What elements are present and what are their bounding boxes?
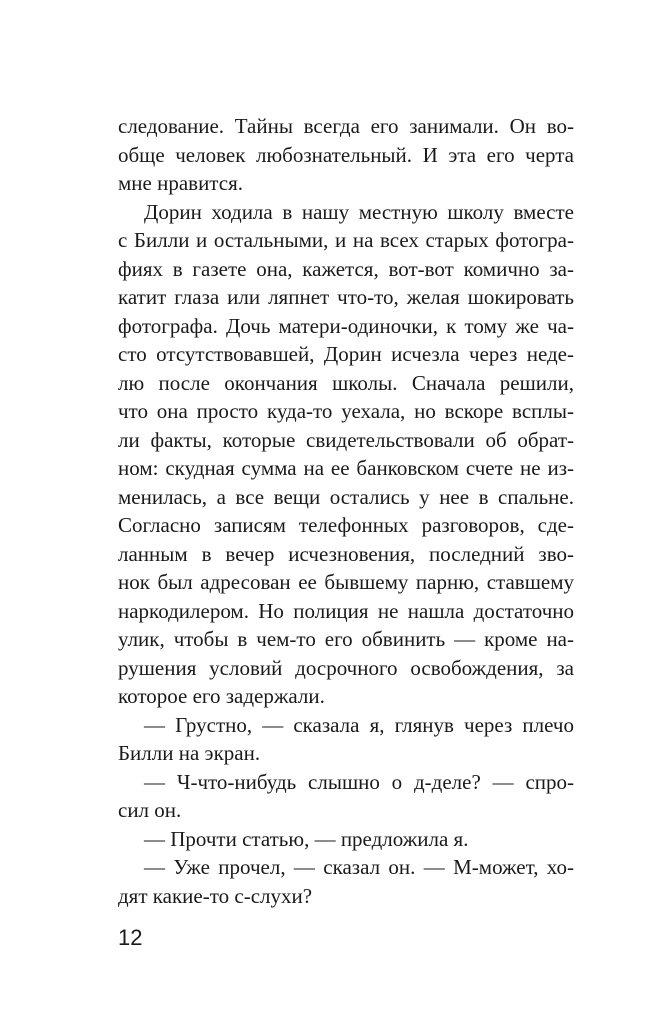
text-line: что она просто куда-то уехала, но вскоре всплы- — [118, 399, 574, 423]
text-line: сил он. — [118, 798, 182, 822]
text-line: — Ч-что-нибудь слышно о д-деле? — спро- — [144, 769, 574, 794]
text-line: с Билли и остальными, и на всех старых фотогра- — [118, 228, 574, 252]
paragraph — [118, 853, 574, 910]
text-line: обще человек любознательный. И эта его черта — [118, 142, 574, 167]
text-line: Дорин ходила в нашу местную школу вместе — [144, 199, 574, 224]
text-line: — Прочти статью, — предложила я. — [144, 826, 469, 851]
text-line: которое его задержали. — [118, 684, 325, 708]
text-line: улик, чтобы в чем-то его обвинить — кроме на- — [118, 627, 574, 651]
text-line: — Грустно, — сказала я, глянув через плечо — [144, 712, 574, 737]
text-line: — Уже прочел, — сказал он. — М-может, хо- — [144, 855, 574, 879]
text-line: мне нравится. — [118, 171, 243, 195]
text-line: дят какие-то с-слухи? — [118, 883, 313, 908]
body-text — [118, 112, 574, 910]
text-line: лю после окончания школы. Сначала решили, — [118, 370, 574, 395]
text-line: следование. Тайны всегда его занимали. Он во- — [118, 114, 574, 138]
text-line: ланным в вечер исчезновения, последний зво- — [118, 541, 574, 566]
paragraph — [118, 112, 574, 198]
text-line: фотографа. Дочь матери-одиночки, к тому же ча- — [118, 313, 574, 338]
text-line: рушения условий досрочного освобождения, за — [118, 655, 574, 680]
paragraph — [118, 768, 574, 825]
text-line: фиях в газете она, кажется, вот-вот комично за- — [118, 256, 574, 281]
paragraph — [118, 711, 574, 768]
paragraph — [118, 198, 574, 711]
text-line: ном: скудная сумма на ее банковском счете не из- — [118, 456, 574, 480]
text-line: менилась, а все вещи остались у нее в спальне. — [118, 484, 574, 509]
text-line: катит глаза или ляпнет что-то, желая шокировать — [118, 285, 574, 309]
text-line: сто отсутствовавшей, Дорин исчезла через неде- — [118, 342, 574, 366]
text-line: нок был адресован ее бывшему парню, ставшему — [118, 570, 574, 594]
paragraph — [118, 825, 574, 854]
text-line: наркодилером. Но полиция не нашла достаточно — [118, 598, 574, 623]
text-line: ли факты, которые свидетельствовали об обрат- — [118, 427, 574, 452]
page-number: 12 — [118, 925, 143, 950]
text-line: Билли на экран. — [118, 741, 261, 765]
text-line: Согласно записям телефонных разговоров, сде- — [118, 513, 574, 537]
